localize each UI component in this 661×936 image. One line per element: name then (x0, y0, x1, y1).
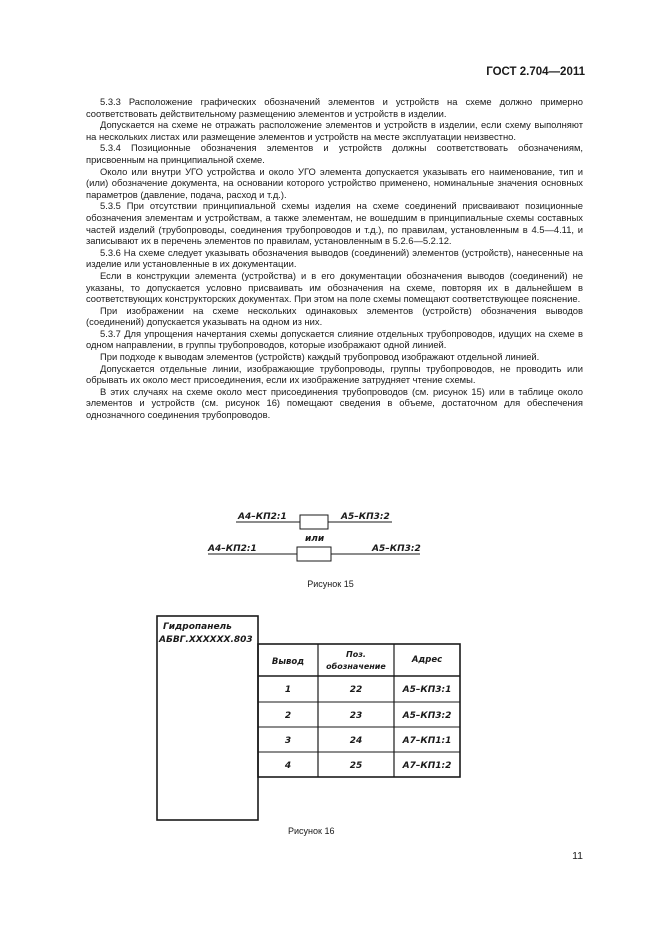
figure-15-diagram (0, 510, 661, 570)
cell-poz: 22 (349, 685, 363, 695)
header-adres: Адрес (411, 655, 443, 665)
paragraph: Около или внутри УГО устройства и около УГО элемента допускается указывать его наименование, тип и (или) обозначение документа, на основании которого устройство применено, номинальные значения основных параметров (давление, подача, расход и т.д.). (86, 165, 583, 200)
page-number: 11 (572, 850, 583, 862)
paragraph: 5.3.5 При отсутствии принципиальной схемы изделия на схеме соединений присваивают позиционные обозначения элементам и устройствам, а также элементам, не вошедшим в принципиальные схемы составных частей изделий (трубопроводы, соединения трубопроводов и т.д.), по правилам, установленным в 4.5—4.11, и записывают их в перечень элементов по правилам, установленным в 5.2.6—5.2.12. (86, 200, 583, 247)
label-or: или (305, 534, 325, 544)
device-outline (157, 616, 258, 820)
paragraph: Если в конструкции элемента (устройства) и в его документации обозначения выводов (соединений) не указаны, то допускается условно присваивать им обозначения на схеме, повторяя их в дальнейшем в соответствующих конструкторских документах. При этом на поле схемы помещают соответствующее пояснение. (86, 269, 583, 305)
cell-vyvod: 3 (284, 736, 292, 746)
figure-16-caption: Рисунок 16 (288, 826, 335, 836)
document-header: ГОСТ 2.704—2011 (486, 66, 585, 78)
device-designation: АБВГ.XXXXXX.803 (159, 635, 253, 645)
cell-vyvod: 1 (284, 685, 292, 695)
figure-16-diagram (0, 612, 661, 832)
label-top-right: А5–КП3:2 (341, 512, 390, 522)
paragraph: Допускается на схеме не отражать расположение элементов и устройств в изделии, если схему выполняют на нескольких листах или размещение элементов и устройств на месте эксплуатации неизвестно. (86, 119, 583, 142)
cell-adres: А5–КП3:2 (402, 711, 452, 721)
header-vyvod: Вывод (271, 657, 305, 667)
paragraph: Допускается отдельные линии, изображающие трубопроводы, группы трубопроводов, не проводить или обрывать их около мест присоединения, если их изображение затрудняет чтение схемы. (86, 362, 583, 386)
cell-poz: 24 (349, 736, 363, 746)
cell-adres: А5–КП3:1 (402, 685, 452, 695)
body-text (86, 96, 583, 421)
paragraph: 5.3.7 Для упрощения начертания схемы допускается слияние отдельных трубопроводов, идущих на схеме в одном направлении, в группы трубопроводов, которые изображают одной линией. (86, 327, 583, 351)
header-poz-line1: Поз. (346, 650, 366, 659)
cell-adres: А7–КП1:2 (402, 761, 452, 771)
cell-adres: А7–КП1:1 (402, 736, 452, 746)
connector-symbol-top (300, 515, 328, 529)
paragraph: 5.3.3 Расположение графических обозначений элементов и устройств на схеме должно примерно соответствовать действительному размещению элементов и устройств в изделии. (86, 96, 583, 119)
paragraph: При подходе к выводам элементов (устройств) каждый трубопровод изображают отдельной линией. (100, 351, 540, 363)
connector-symbol-bottom (297, 547, 331, 561)
header-poz-line2: обозначение (326, 662, 386, 671)
cell-poz: 23 (349, 711, 363, 721)
label-bottom-left: А4–КП2:1 (208, 544, 257, 554)
cell-vyvod: 4 (284, 761, 292, 771)
device-name: Гидропанель (163, 622, 232, 632)
paragraph: 5.3.6 На схеме следует указывать обозначения выводов (соединений) элементов (устройств), нанесенные на изделие или установленные в их документации. (86, 246, 583, 270)
paragraph: 5.3.4 Позиционные обозначения элементов и устройств должны соответствовать обозначениям, присвоенным на принципиальной схеме. (86, 142, 583, 165)
figure-15-caption: Рисунок 15 (307, 579, 354, 589)
cell-vyvod: 2 (284, 711, 292, 721)
label-bottom-right: А5–КП3:2 (372, 544, 421, 554)
paragraph: В этих случаях на схеме около мест присоединения трубопроводов (см. рисунок 15) или в таблице около элементов и устройств (см. рисунок 16) помещают сведения в объеме, достаточном для обеспечения однозначного соединения трубопроводов. (86, 385, 583, 421)
label-top-left: А4–КП2:1 (238, 512, 287, 522)
paragraph: При изображении на схеме нескольких одинаковых элементов (устройств) обозначения выводов (соединений) допускается указывать на одном из них. (86, 304, 583, 328)
cell-poz: 25 (349, 761, 363, 771)
